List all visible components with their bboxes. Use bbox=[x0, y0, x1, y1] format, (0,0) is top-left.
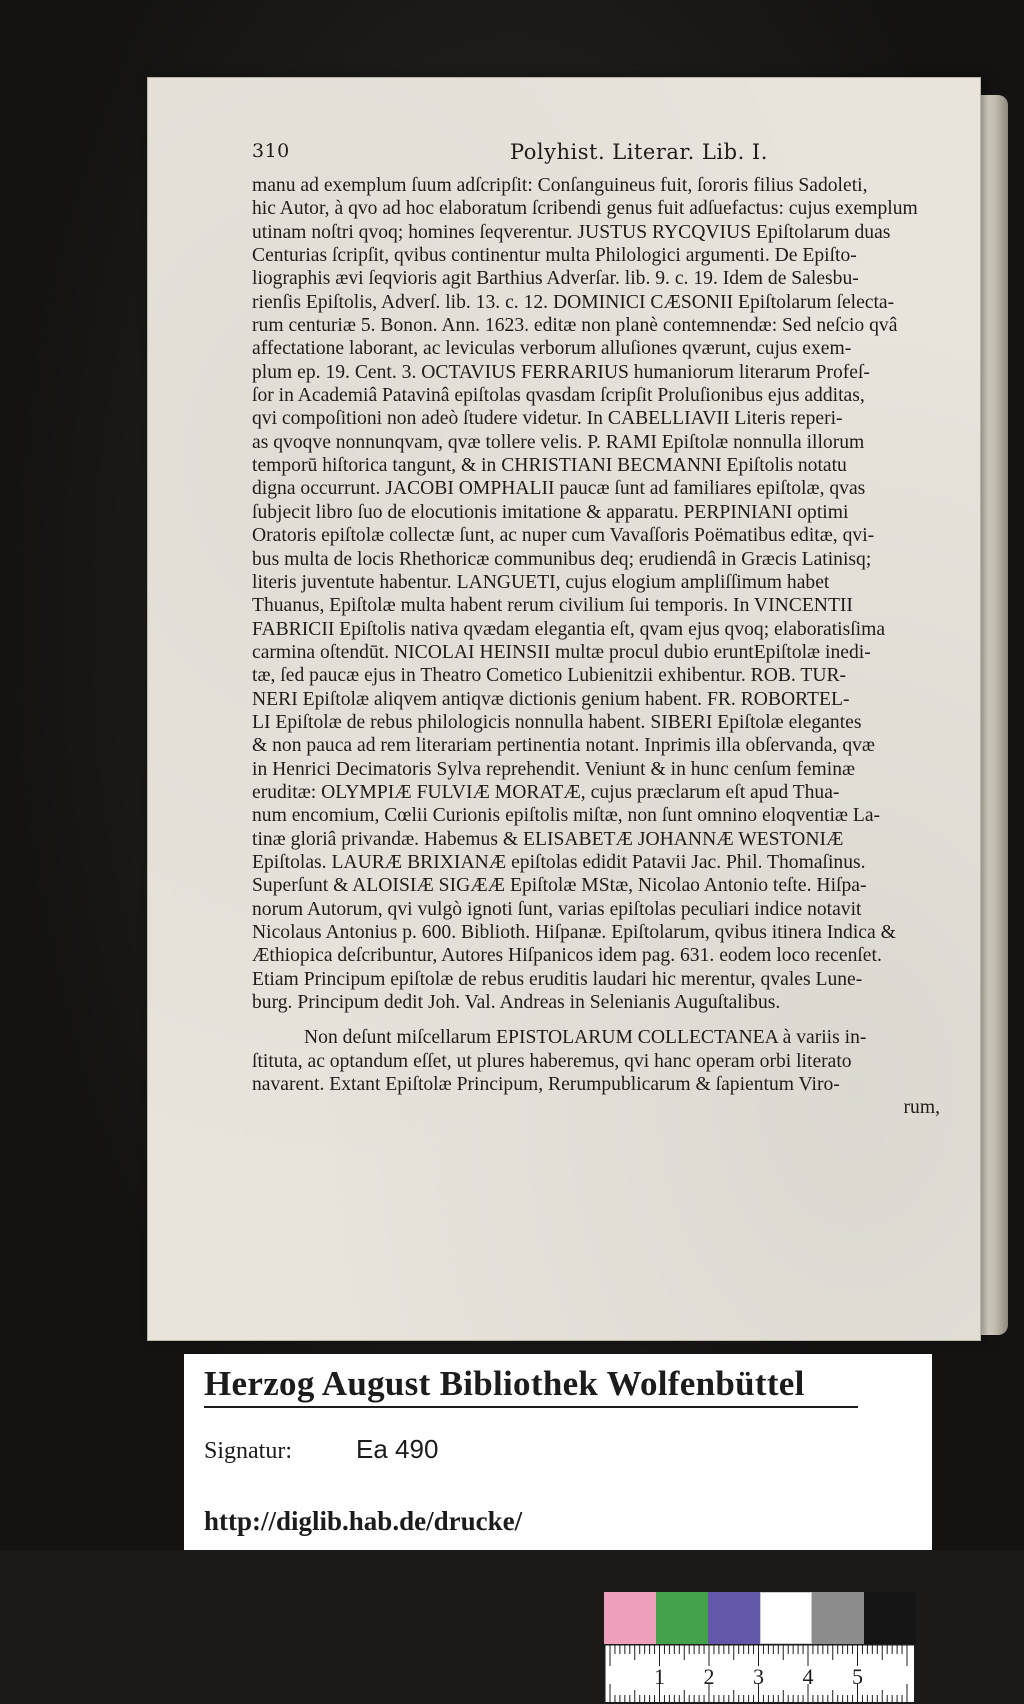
text-line: hic Autor, à qvo ad hoc elaboratum ſcribendi genus fuit adſuefactus: cujus exemplum bbox=[252, 198, 918, 220]
signature-value: Ea 490 bbox=[356, 1434, 439, 1464]
text-line: norum Autorum, qvi vulgò ignoti ſunt, varias epiſtolas peculiari indice notavit bbox=[252, 898, 862, 920]
text-line: Superſunt & ALOISIÆ SIGÆÆ Epiſtolæ MStæ, Nicolao Antonio teſte. Hiſpa- bbox=[252, 875, 867, 897]
text-line: LI Epiſtolæ de rebus philologicis nonnulla habent. SIBERI Epiſtolæ elegantes bbox=[252, 711, 862, 733]
text-line: Thuanus, Epiſtolæ multa habent rerum civilium ſui temporis. In VINCENTII bbox=[252, 595, 853, 617]
text-line: utinam noſtri qvoq; homines ſeqverentur. JUSTUS RYCQVIUS Epiſtolarum duas bbox=[252, 221, 891, 243]
text-line: Æthiopica deſcribuntur, Autores Hiſpanicos idem pag. 631. eodem loco recenſet. bbox=[252, 945, 882, 967]
running-title: Polyhist. Literar. Lib. I. bbox=[510, 140, 768, 164]
signature-label: Signatur: bbox=[204, 1438, 292, 1464]
ruler-number: 3 bbox=[753, 1664, 764, 1689]
ruler-number: 2 bbox=[703, 1664, 715, 1689]
library-url: http://diglib.hab.de/drucke/ bbox=[204, 1506, 523, 1536]
text-line: bus multa de locis Rhethoricæ communibus deq; erudiendâ in Græcis Latinisq; bbox=[252, 548, 872, 570]
text-line: carmina oſtendūt. NICOLAI HEINSII multæ procul dubio eruntEpiſtolæ inedi- bbox=[252, 641, 871, 663]
text-line: Centurias ſcripſit, qvibus continentur multa Philologici argumenti. De Epiſto- bbox=[252, 245, 857, 267]
text-line: rum centuriæ 5. Bonon. Ann. 1623. editæ non planè contemnendæ: Sed neſcio qvâ bbox=[252, 315, 898, 337]
body-text bbox=[252, 174, 952, 1120]
text-line: ſor in Academiâ Patavinâ epiſtolas qvasdam ſcripſit Proluſionibus ejus additas, bbox=[252, 385, 865, 407]
text-line: manu ad exemplum ſuum adſcripſit: Conſanguineus fuit, ſororis filius Sadoleti, bbox=[252, 175, 868, 196]
text-line: tinæ gloriâ privandæ. Habemus & ELISABETÆ JOHANNÆ WESTONIÆ bbox=[252, 828, 844, 850]
text-line: affectatione laborant, ac leviculas verborum alluſiones qværunt, cujus exem- bbox=[252, 338, 852, 360]
text-line: literis juventute habentur. LANGUETI, cujus elogium ampliſſimum habet bbox=[252, 571, 830, 593]
color-swatch bbox=[864, 1592, 916, 1644]
library-name: Herzog August Bibliothek Wolfenbüttel bbox=[204, 1364, 805, 1403]
text-line: FABRICII Epiſtolis nativa qvædam elegantia eſt, qvam ejus qvoq; elaboratisſima bbox=[252, 618, 886, 640]
text-line: rienſis Epiſtolis, Adverſ. lib. 13. c. 12. DOMINICI CÆSONII Epiſtolarum ſelecta- bbox=[252, 291, 895, 313]
paragraph-2 bbox=[252, 1026, 952, 1096]
text-line: temporū hiſtorica tangunt, & in CHRISTIANI BECMANNI Epiſtolis notatu bbox=[252, 455, 847, 477]
text-line: Oratoris epiſtolæ collectæ ſunt, ac nuper cum Vavaſſoris Poëmatibus editæ, qvi- bbox=[252, 525, 875, 547]
text-line: num encomium, Cœlii Curionis epiſtolis miſtæ, non ſunt omnino eloqventiæ La- bbox=[252, 805, 881, 827]
catchword: rum, bbox=[903, 1097, 940, 1119]
text-line: Nicolaus Antonius p. 600. Biblioth. Hiſpanæ. Epiſtolarum, qvibus itinera Indica & bbox=[252, 922, 896, 943]
page-number: 310 bbox=[252, 140, 290, 162]
text-line: eruditæ: OLYMPIÆ FULVIÆ MORATÆ, cujus præclarum eſt apud Thua- bbox=[252, 781, 840, 803]
paragraph-1 bbox=[252, 174, 952, 1014]
text-line: NERI Epiſtolæ aliqvem antiqvæ dictionis genium habent. FR. ROBORTEL- bbox=[252, 688, 850, 710]
text-line: ſubjecit libro ſuo de elocutionis imitatione & apparatu. PERPINIANI optimi bbox=[252, 501, 849, 523]
color-swatch bbox=[812, 1592, 864, 1644]
color-swatch bbox=[760, 1592, 812, 1644]
text-line: as qvoqve nonnunqvam, qvæ tollere velis. P. RAMI Epiſtolæ nonnulla illorum bbox=[252, 431, 865, 453]
color-swatch bbox=[708, 1592, 760, 1644]
text-line: in Henrici Decimatoris Sylva reprehendit. Veniunt & in hunc cenſum feminæ bbox=[252, 758, 856, 780]
text-line: navarent. Extant Epiſtolæ Principum, Rerumpublicarum & ſapientum Viro- bbox=[252, 1074, 840, 1096]
color-swatch bbox=[656, 1592, 708, 1644]
text-line: burg. Principum dedit Joh. Val. Andreas in Selenianis Auguſtalibus. bbox=[252, 992, 781, 1014]
ruler-number: 5 bbox=[852, 1664, 863, 1689]
text-line: & non pauca ad rem literariam pertinentia notant. Inprimis illa obſervanda, qvæ bbox=[252, 735, 875, 757]
scale-ruler-bar bbox=[604, 1644, 916, 1704]
color-swatch bbox=[604, 1592, 656, 1644]
library-card bbox=[184, 1354, 932, 1689]
ruler-number: 4 bbox=[802, 1664, 814, 1689]
ruler-number: 1 bbox=[654, 1664, 665, 1689]
text-line: qvi compoſitioni non adeò ſtudere videtur. In CABELLIAVII Literis reperi- bbox=[252, 408, 843, 430]
text-line: digna occurrunt. JACOBI OMPHALII paucæ ſunt ad familiares epiſtolæ, qvas bbox=[252, 478, 866, 500]
text-line: Epiſtolas. LAURÆ BRIXIANÆ epiſtolas edidit Patavii Jac. Phil. Thomaſinus. bbox=[252, 851, 866, 873]
text-line: tæ, ſed paucæ ejus in Theatro Cometico Lubienitzii exhibentur. ROB. TUR- bbox=[252, 665, 847, 687]
text-line: plum ep. 19. Cent. 3. OCTAVIUS FERRARIUS humaniorum literarum Profeſ- bbox=[252, 361, 870, 383]
text-line: Etiam Principum epiſtolæ de rebus eruditis laudari hic merentur, qvales Lune- bbox=[252, 968, 863, 990]
text-line: Non deſunt miſcellarum EPISTOLARUM COLLECTANEA à variis in- bbox=[304, 1027, 867, 1049]
book-page bbox=[148, 78, 980, 1340]
library-name-underline bbox=[204, 1406, 858, 1408]
text-line: liographis ævi ſeqvioris agit Barthius Adverſar. lib. 9. c. 19. Idem de Salesbu- bbox=[252, 268, 859, 290]
running-head bbox=[252, 140, 952, 170]
text-line: ſtituta, ac optandum eſſet, ut plures haberemus, qvi hanc operam orbi literato bbox=[252, 1050, 852, 1072]
